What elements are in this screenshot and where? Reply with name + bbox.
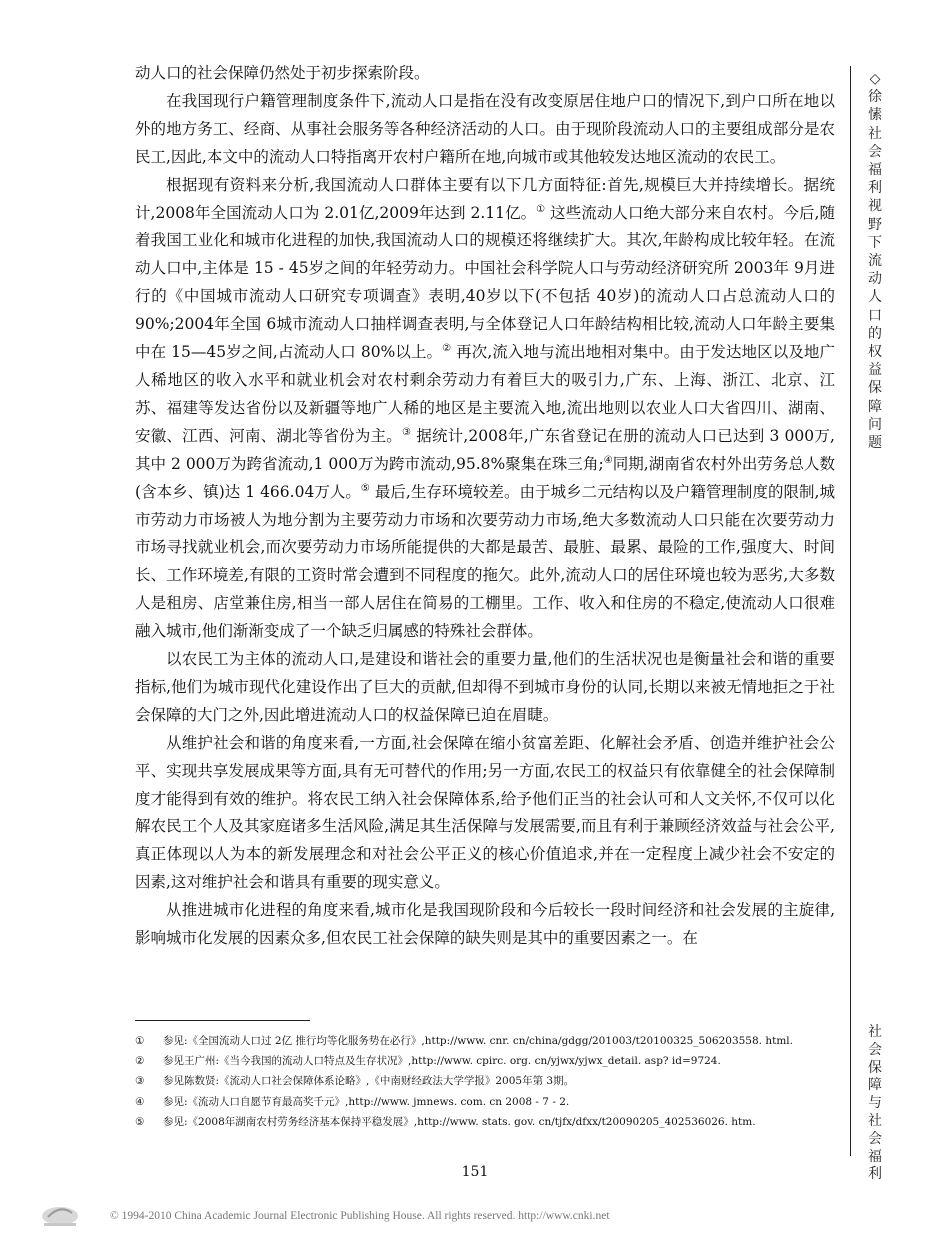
paragraph: 从维护社会和谐的角度来看,一方面,社会保障在缩小贫富差距、化解社会矛盾、创造并维护社会公平、实现共享发展成果等方面,具有无可替代的作用;另一方面,农民工的权益只有依靠健全的社会保障制度才能得到有效的维护。将农民工纳入社会保障体系,给予他们正当的社会认可和人文关怀,不仅可以化解农民工个人及其家庭诸多生活风险,满足其生活保障与发展需要,而且有利于兼顾经济效益与社会公平,真正体现以人为本的新发展理念和对社会公平正义的核心价值追求,并在一定程度上减少社会不安定的因素,这对维护社会和谐具有重要的现实意义。 xyxy=(135,733,835,892)
cnki-logo-icon xyxy=(38,1200,82,1228)
footnote-mark[interactable]: ② xyxy=(442,342,452,354)
footnote-mark[interactable]: ③ xyxy=(402,426,412,438)
copyright-notice: © 1994-2010 China Academic Journal Electronic Publishing House. All rights reserved. http://www.cnki.net xyxy=(110,1210,610,1222)
footnote-mark[interactable]: ⑤ xyxy=(360,482,370,494)
footnote-number: ③ xyxy=(135,1075,145,1088)
column-label-vertical: 社会保障与社会福利 xyxy=(868,1024,882,1183)
paragraph: 从推进城市化进程的角度来看,城市化是我国现阶段和今后较长一段时间经济和社会发展的主旋律,影响城市化发展的因素众多,但农民工社会保障的缺失则是其中的重要因素之一。在 xyxy=(135,901,835,948)
text-run: 再次,流入地与流出地相对集中。由于发达地区以及地广人稀地区的收入水平和就业机会对农村剩余劳动力有着巨大的吸引力,广东、上海、浙江、北京、江苏、福建等发达省份以及新疆等地广人稀的地区是主要流入地,流出地则以农业人口大省四川、湖南、安徽、江西、河南、湖北等省份为主。 xyxy=(135,343,835,445)
text-run: 据统计,2008年,广东省登记在册的流动人口已达到 3 000万,其中 2 000万为跨省流动,1 000万为跨市流动,95.8%聚集在珠三角; xyxy=(135,426,835,473)
page-number: 151 xyxy=(461,1164,489,1180)
footnote-text: 参见王广州:《当今我国的流动人口特点及生存状况》,http://www. cpirc. org. cn/yjwx/yjwx_detail. asp? id=9724. xyxy=(163,1055,721,1068)
footnote xyxy=(135,1074,835,1089)
footnote xyxy=(135,1054,835,1069)
text-run: 同期,湖南省农村外出劳务总人数(含本乡、镇)达 1 466.04万人。 xyxy=(135,454,835,501)
paragraph: 在我国现行户籍管理制度条件下,流动人口是指在没有改变原居住地户口的情况下,到户口所在地以外的地方务工、经商、从事社会服务等各种经济活动的人口。由于现阶段流动人口的主要组成部分是农民工,因此,本文中的流动人口特指离开农村户籍所在地,向城市或其他较发达地区流动的农民工。 xyxy=(135,91,835,166)
footnote-text: 参见:《流动人口自愿节育最高奖千元》,http://www. jmnews. com. cn 2008 - 7 - 2. xyxy=(163,1095,570,1108)
footnote xyxy=(135,1095,835,1110)
footnote-mark[interactable]: ④ xyxy=(603,454,613,466)
side-divider xyxy=(850,66,851,1156)
footnote-number: ① xyxy=(135,1035,145,1047)
paragraph xyxy=(135,172,835,646)
text-run: 根据现有资料来分析,我国流动人口群体主要有以下几方面特征:首先,规模巨大并持续增长。据统计,2008年全国流动人口为 2.01亿,2009年达到 2.11亿。 xyxy=(135,175,835,222)
footnote-text: 参见陈数贤:《流动人口社会保障体系论略》,《中南财经政法大学学报》2005年第 3期。 xyxy=(163,1075,575,1088)
footnotes xyxy=(135,1034,835,1135)
footnote-text: 参见:《全国流动人口过 2亿 推行均等化服务势在必行》,http://www. cnr. cn/china/gdgg/201003/t20100325_506203558. html. xyxy=(163,1035,793,1047)
footnote-divider xyxy=(135,1020,310,1021)
running-title-vertical: ◇徐 愫 社会福利视野下流动人口的权益保障问题 xyxy=(868,71,882,452)
footnote xyxy=(135,1034,835,1049)
footnote-number: ⑤ xyxy=(135,1115,145,1128)
paragraph: 动人口的社会保障仍然处于初步探索阶段。 xyxy=(135,64,430,82)
footnote-number: ② xyxy=(135,1055,145,1068)
paragraph: 以农民工为主体的流动人口,是建设和谐社会的重要力量,他们的生活状况也是衡量社会和谐的重要指标,他们为城市现代化建设作出了巨大的贡献,但却得不到城市身份的认同,长期以来被无情地拒之于社会保障的大门之外,因此增进流动人口的权益保障已迫在眉睫。 xyxy=(135,650,835,724)
footnote-text: 参见:《2008年湖南农村劳务经济基本保持平稳发展》,http://www. stats. gov. cn/tjfx/dfxx/t20090205_402536026. htm. xyxy=(163,1115,756,1128)
footnote xyxy=(135,1115,835,1130)
footnote-mark[interactable]: ① xyxy=(536,203,546,215)
text-run: 这些流动人口绝大部分来自农村。今后,随着我国工业化和城市化进程的加快,我国流动人口的规模还将继续扩大。其次,年龄构成比较年轻。在流动人口中,主体是 15 - 45岁之间的年轻劳动力。中国社会科学院人口与劳动经济研究所 2003年 9月进行的《中国城市流动人口研究专项调查》表明,40岁以下(不包括 40岁)的流动人口占总流动人口的 90%;2004年全国 6城市流动人口抽样调查表明,与全体登记人口年龄结构相比较,流动人口年龄主要集中在 15—45岁之间,占流动人口 80%以上。 xyxy=(135,203,835,362)
text-run: 最后,生存环境较差。由于城乡二元结构以及户籍管理制度的限制,城市劳动力市场被人为地分割为主要劳动力市场和次要劳动力市场,绝大多数流动人口只能在次要劳动力市场寻找就业机会,而次要劳动力市场所能提供的大都是最苦、最脏、最累、最险的工作,强度大、时间长、工作环境差,有限的工资时常会遭到不同程度的拖欠。此外,流动人口的居住环境也较为恶劣,大多数人是租房、店堂兼住房,相当一部人居住在简易的工棚里。工作、收入和住房的不稳定,使流动人口很难融入城市,他们渐渐变成了一个缺乏归属感的特殊社会群体。 xyxy=(135,482,836,641)
article-body xyxy=(135,60,835,953)
footnote-number: ④ xyxy=(135,1095,145,1108)
